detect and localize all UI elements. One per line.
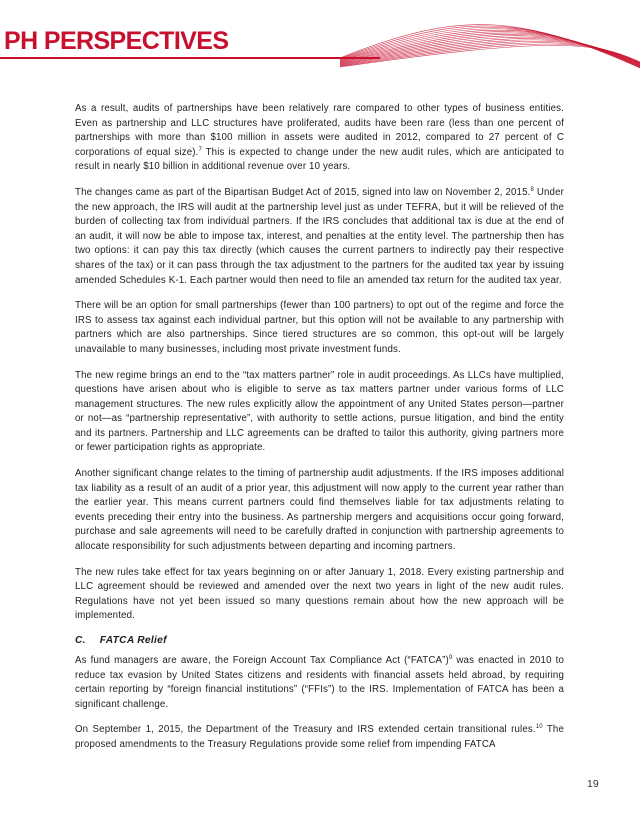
paragraph-audit-timing: Another significant change relates to the timing of partnership audit adjustments. If the IRS imposes additional tax liability as a result of an audit of a prior year, this adjustment will now apply to the current year rather than the earlier year. This means current partners could find themselves liable for tax adjustments relating to events preceding their entry into the business. As partnership mergers and acquisitions occur going forward, purchase and sale agreements will need to be carefully drafted in conjunction with partnership agreements to allocate responsibility for such adjustments between departing and incoming partners. — [75, 468, 564, 553]
page-header — [0, 0, 640, 80]
paragraph-budget-act: The changes came as part of the Bipartisan Budget Act of 2015, signed into law on November 2, 2015.$^8$ Under the new approach, the IRS will audit at the partnership level just as under TEFRA, but it will be relieved of the burden of collecting tax from individual partners. If the IRS concludes that additional tax is due at the end of an audit, it will now be able to impose tax, interest, and penalties at the entity level. The partnership then has two options: it can pay this tax directly (which causes the current partners to indirectly pay their respective shares of the tax) or it can pass through the tax adjustment to the partners for the audited tax year by issuing amended Schedules K-1. Each partner would then need to file an amended tax return for the audited tax year. — [75, 186, 564, 286]
paragraph-small-partnerships: There will be an option for small partnerships (fewer than 100 partners) to opt out of the regime and force the IRS to assess tax against each individual partner, but this option will not be available to any partnership with partners which are also partnerships. Since tiered structures are so common, this opt-out will be largely unavailable to many businesses, including most private investment funds. — [75, 300, 564, 355]
footnote-ref-7: 7 — [198, 146, 202, 153]
page-number: 19 — [587, 778, 599, 790]
footnote-ref-9: 9 — [448, 654, 453, 661]
paragraph-audit-rarity: As a result, audits of partnerships have been relatively rare compared to other types of business entities. Even as partnership and LLC structures have proliferated, audits have been rare (less than one percent of partnerships with more than $100 million in assets were audited in 2012, compared to 27 percent of C corporations of equal size).$^7$ This is expected to change under the new audit rules, which are anticipated to result in nearly $10 billion in additional revenue over 10 years. — [75, 103, 564, 173]
swoosh-lines-graphic — [340, 8, 640, 70]
footnote-ref-10: 10 — [535, 724, 543, 731]
paragraph-effective-date: The new rules take effect for tax years beginning on or after January 1, 2018. Every existing partnership and LLC agreement should be reviewed and amended over the next two years in light of the new audit rules. Regulations have not yet been issued so many questions remain about how the new approach will be implemented. — [75, 566, 564, 622]
header-rule — [0, 57, 380, 59]
footnote-ref-8: 8 — [530, 186, 534, 193]
paragraph-fatca-intro: As fund managers are aware, the Foreign Account Tax Compliance Act (“FATCA”)$^9$ was enacted in 2010 to reduce tax evasion by United States citizens and residents with financial assets held abroad, by requiring certain reporting by “foreign financial institutions” (“FFIs”) to the IRS. Implementation of FATCA has been a significant challenge. — [75, 654, 564, 710]
article-body — [75, 102, 564, 764]
section-heading-fatca — [75, 635, 564, 646]
paragraph-fatca-transitional-rules: On September 1, 2015, the Department of the Treasury and IRS extended certain transitional rules.$^{10}$ The proposed amendments to the Treasury Regulations provide some relief from impending FATCA — [75, 724, 564, 750]
brand-logo-text: PH PERSPECTIVES — [4, 27, 229, 55]
paragraph-tax-matters-partner: The new regime brings an end to the “tax matters partner” role in audit proceedings. As LLCs have multiplied, questions have arisen about who is eligible to serve as tax matters partner under various forms of LLC management structures. The new rules explicitly allow the appointment of any United States person—partner or not—as “partnership representative”, with authority to settle actions, pursue litigation, and bind the entity and its partners. Partnership and LLC agreements can be drafted to tailor this authority, giving partners more or fewer participation rights as appropriate. — [75, 369, 564, 454]
section-letter: C. — [75, 635, 86, 646]
section-title: FATCA Relief — [99, 635, 167, 646]
